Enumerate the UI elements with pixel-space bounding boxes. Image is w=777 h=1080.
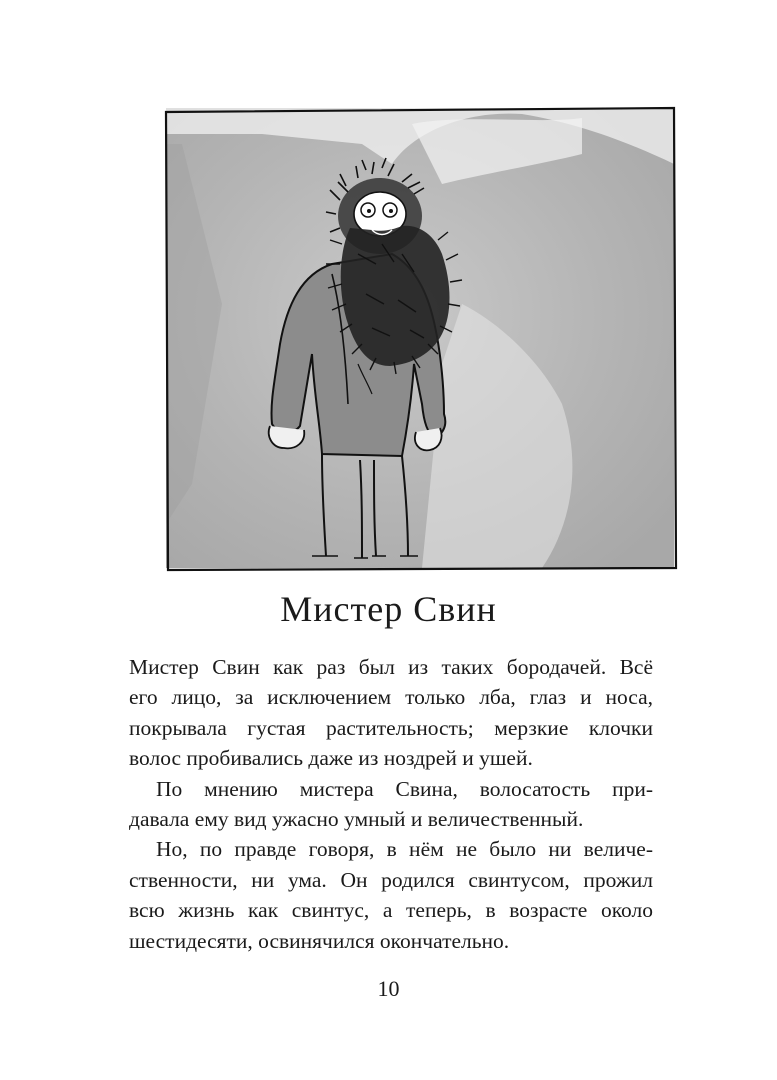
text-line: Но, по правде говоря, в нём не было ни величе- [156,837,653,862]
text-line: покрывала густая растительность; мерзкие клочки [129,715,653,740]
page-number: 10 [377,976,400,1001]
text-line: волос пробивались даже из ноздрей и ушей. [129,746,533,771]
text-line: По мнению мистера Свина, волосатость при- [156,776,653,801]
chapter-title: Мистер Свин [280,589,497,629]
illustration-mister-svin [162,104,680,574]
text-line: ственности, ни ума. Он родился свинтусом, прожил [129,867,653,892]
text-line: всю жизнь как свинтус, а теперь, в возрасте около [129,898,653,923]
text-line: Мистер Свин как раз был из таких бородачей. Всё [129,655,653,679]
text-line: давала ему вид ужасно умный и величественный. [129,807,584,832]
chapter-body [129,652,653,956]
text-line: шестидесяти, освинячился окончательно. [129,928,510,953]
text-line: его лицо, за исключением только лба, глаз и носа, [129,685,653,710]
bearded-man-drawing [162,104,680,574]
